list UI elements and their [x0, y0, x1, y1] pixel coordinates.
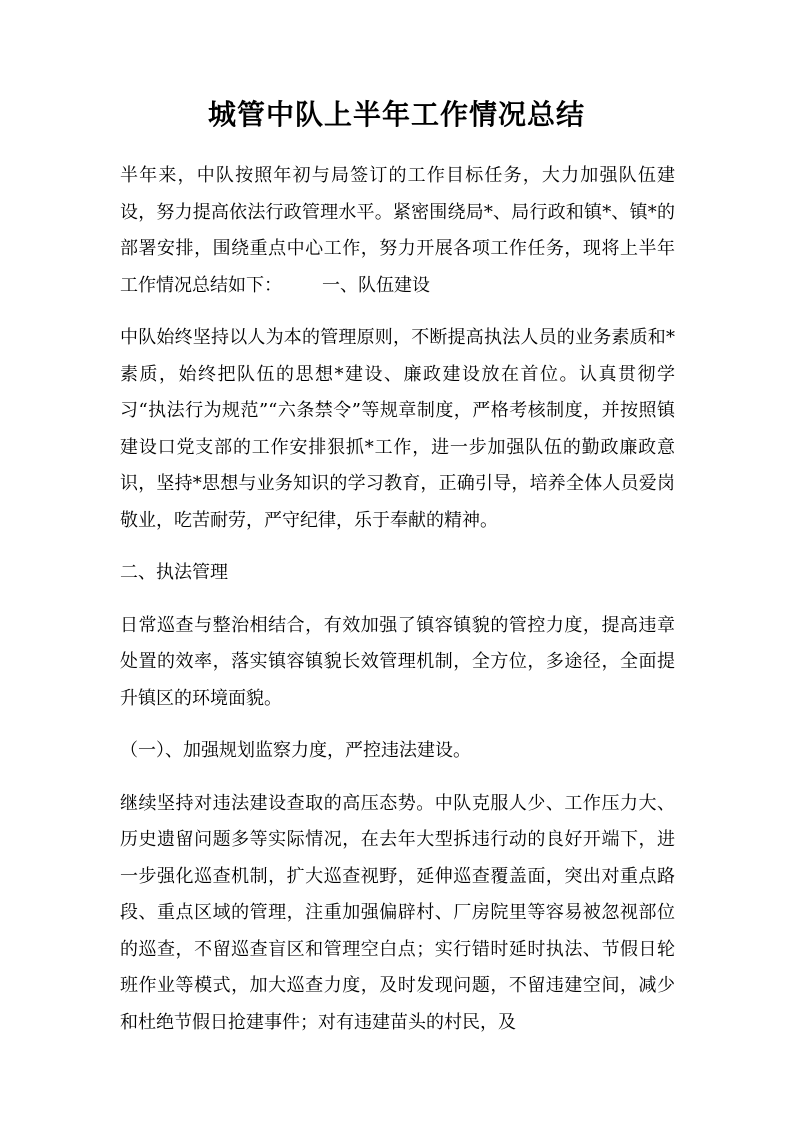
- paragraph-planning: 继续坚持对违法建设查取的高压态势。中队克服人少、工作压力大、历史遗留问题多等实际情况，在去年大型拆违行动的良好开端下，进一步强化巡查机制，扩大巡查视野，延伸巡查覆盖面，突出对重点路段、重点区域的管理，注重加强偏辟村、厂房院里等容易被忽视部位的巡查，不留巡查盲区和管理空白点；实行错时延时执法、节假日轮班作业等模式，加大巡查力度，及时发现问题，不留违建空间，减少和杜绝节假日抢建事件；对有违建苗头的村民，及: [120, 792, 675, 1033]
- document-title: 城管中队上半年工作情况总结: [207, 98, 585, 131]
- paragraph-team-building: 中队始终坚持以人为本的管理原则，不断提高执法人员的业务素质和*素质，始终把队伍的思想*建设、廉政建设放在首位。认真贯彻学习“执法行为规范”“六条禁令”等规章制度，严格考核制度，并按照镇建设口党支部的工作安排狠抓*工作，进一步加强队伍的勤政廉政意识，坚持*思想与业务知识的学习教育，正确引导，培养全体人员爱岗敬业，吃苦耐劳，严守纪律，乐于奉献的精神。: [120, 327, 675, 531]
- section-heading-law-enforcement: 二、执法管理: [120, 562, 228, 583]
- document-body: [120, 158, 675, 1057]
- section-heading-team-building: 一、队伍建设: [322, 274, 430, 296]
- paragraph-text: 半年来，中队按照年初与局签订的工作目标任务，大力加强队伍建设，努力提高依法行政管理水平。紧密围绕局*、局行政和镇*、镇*的部署安排，围绕重点中心工作，努力开展各项工作任务，现将上半年工作情况总结如下：: [120, 165, 675, 296]
- paragraph-law-enforcement: 日常巡查与整治相结合，有效加强了镇容镇貌的管控力度，提高违章处置的效率，落实镇容镇貌长效管理机制，全方位，多途径，全面提升镇区的环境面貌。: [120, 614, 675, 709]
- subsection-heading-planning: （一）、加强规划监察力度，严控违法建设。: [120, 740, 471, 761]
- paragraph-intro: [120, 158, 675, 304]
